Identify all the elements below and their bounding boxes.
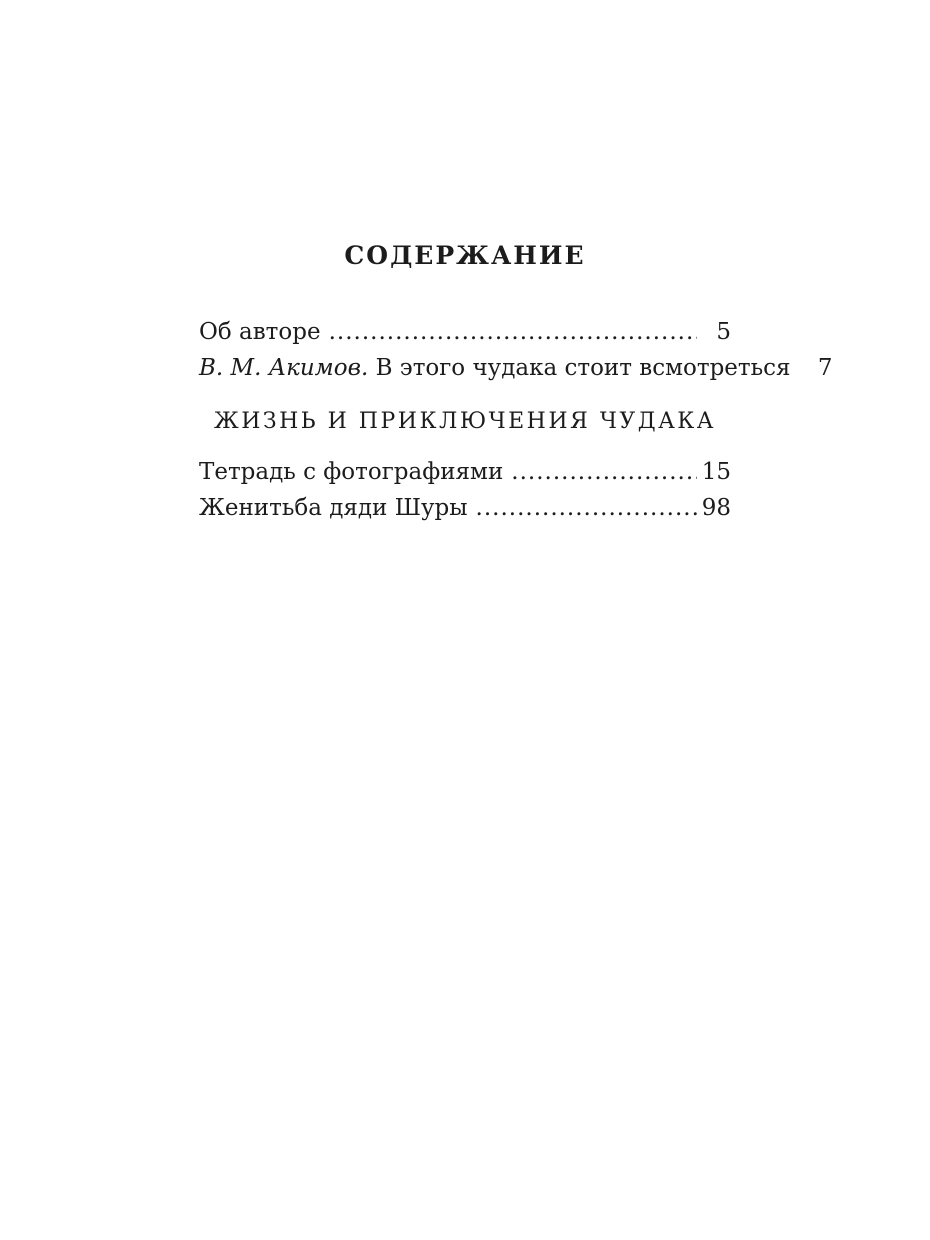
section-title: ЖИЗНЬ И ПРИКЛЮЧЕНИЯ ЧУДАКА xyxy=(214,409,716,434)
toc-entry-page: 5 xyxy=(716,319,731,345)
toc-entry xyxy=(199,490,731,526)
toc-entry xyxy=(199,350,833,386)
toc-entry-label: Женитьба дяди Шуры xyxy=(199,495,468,521)
toc-entry-label: Об авторе xyxy=(199,319,321,345)
toc-entry-title-text: В этого чудака стоит всмотреться xyxy=(375,355,791,381)
toc-entry xyxy=(199,314,731,350)
toc-entry-page: 7 xyxy=(817,355,833,381)
toc-entry xyxy=(199,454,731,490)
toc-entry-label: Тетрадь с фотографиями xyxy=(199,459,504,485)
dot-leader xyxy=(329,314,697,350)
dot-leader xyxy=(476,490,697,526)
dot-leader xyxy=(511,454,697,490)
toc-list xyxy=(199,314,833,526)
toc-entry-page: 15 xyxy=(701,459,731,485)
contents-title: СОДЕРЖАНИЕ xyxy=(344,241,586,270)
toc-entry-page: 98 xyxy=(701,495,731,521)
toc-entry-author: В. М. Акимов. xyxy=(199,355,369,381)
toc-entry-label xyxy=(199,350,791,386)
